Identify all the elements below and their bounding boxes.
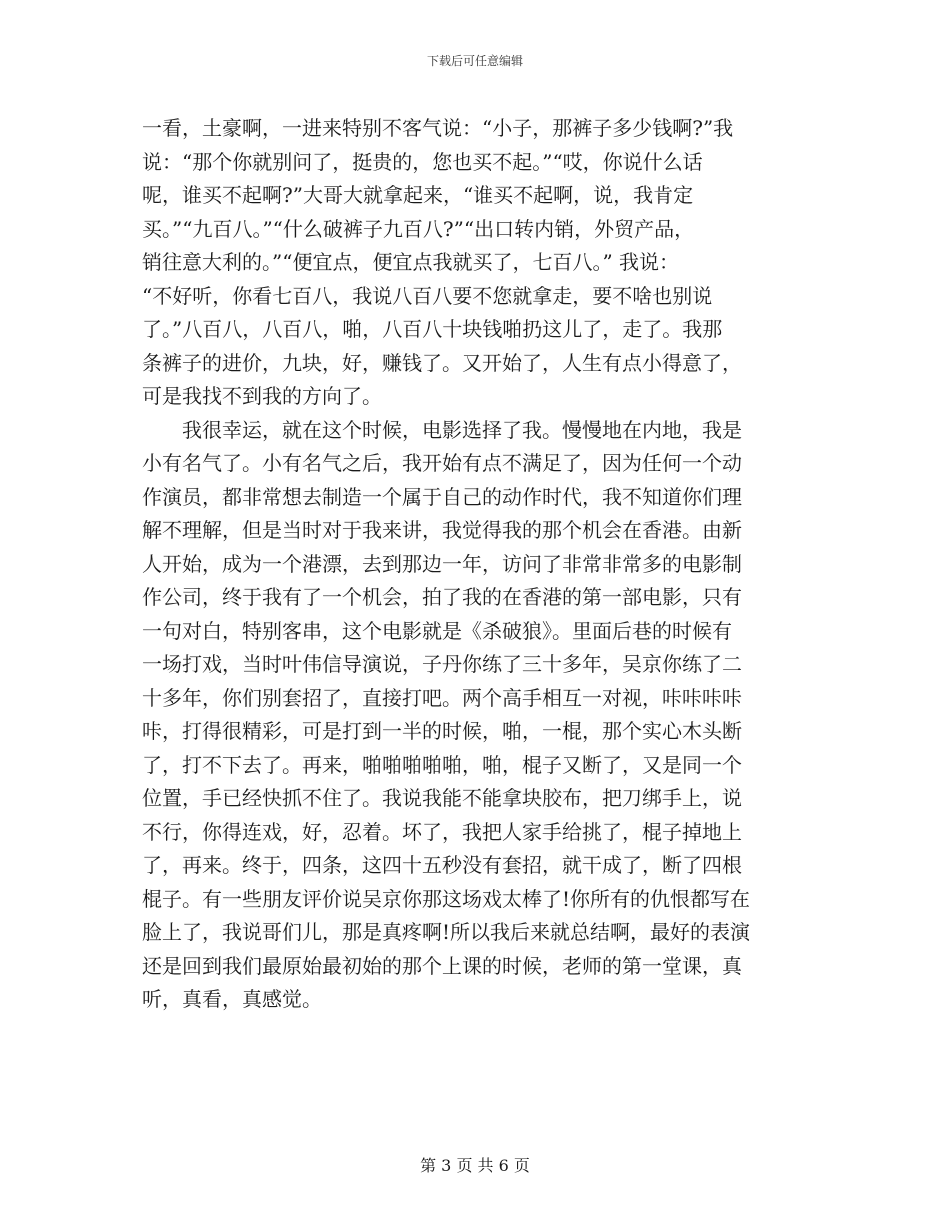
text-line: 解不理解，但是当时对于我来讲，我觉得我的那个机会在香港。由新: [142, 518, 742, 542]
text-line: 一看，土豪啊，一进来特别不客气说：“小子，那裤子多少钱啊?”我: [142, 116, 734, 140]
text-line: 说：“那个你就别问了，挺贵的，您也买不起。”“哎，你说什么话: [142, 149, 703, 174]
text-line: 人开始，成为一个港漂，去到那边一年，访问了非常非常多的电影制: [142, 551, 742, 576]
text-line: 了，再来。终于，四条，这四十五秒没有套招，就干成了，断了四根: [142, 853, 742, 877]
text-line: 作演员，都非常想去制造一个属于自己的动作时代，我不知道你们理: [142, 484, 742, 509]
document-body: [142, 112, 814, 1017]
text-line: 位置，手已经快抓不住了。我说我能不能拿块胶布，把刀绑手上，说: [142, 786, 742, 810]
text-line: 咔，打得很精彩，可是打到一半的时候，啪，一棍，那个实心木头断: [142, 719, 742, 743]
text-line: 还是回到我们最原始最初始的那个上课的时候，老师的第一堂课，真: [142, 953, 742, 978]
text-line: 作公司，终于我有了一个机会，拍了我的在香港的第一部电影，只有: [142, 585, 742, 609]
text-line: 销往意大利的。”“便宜点，便宜点我就买了，七百八。” 我说：: [142, 250, 680, 274]
paragraph-start-line: 我很幸运，就在这个时候，电影选择了我。慢慢地在内地，我是: [182, 417, 742, 442]
text-line: 呢，谁买不起啊?”大哥大就拿起来，“谁买不起啊，说，我肯定: [142, 183, 694, 207]
text-line: 一场打戏，当时叶伟信导演说，子丹你练了三十多年，吴京你练了二: [142, 652, 742, 676]
text-line: 可是我找不到我的方向了。: [142, 384, 382, 408]
page-number-footer: 第 3 页 共 6 页: [420, 1156, 530, 1175]
text-line: 了，打不下去了。再来，啪啪啪啪啪，啪，棍子又断了，又是同一个: [142, 752, 742, 777]
text-line: 了。”八百八，八百八，啪，八百八十块钱啪扔这儿了，走了。我那: [142, 317, 723, 341]
text-line: 脸上了，我说哥们儿，那是真疼啊!所以我后来就总结啊，最好的表演: [142, 920, 751, 944]
text-line: 听，真看，真感觉。: [142, 987, 322, 1011]
text-line: 十多年，你们别套招了，直接打吧。两个高手相互一对视，咔咔咔咔: [142, 685, 742, 710]
text-line: “不好听，你看七百八，我说八百八要不您就拿走，要不啥也别说: [142, 283, 713, 308]
text-line: 买。”“九百八。”“什么破裤子九百八?”“出口转内销，外贸产品，: [142, 216, 695, 241]
text-line: 不行，你得连戏，好，忍着。坏了，我把人家手给挑了，棍子掉地上: [142, 819, 742, 844]
text-line: 一句对白，特别客串，这个电影就是《杀破狼》。里面后巷的时候有: [142, 618, 732, 643]
text-line: 小有名气了。小有名气之后，我开始有点不满足了，因为任何一个动: [142, 451, 742, 475]
text-line: 条裤子的进价，九块，好，赚钱了。又开始了，人生有点小得意了，: [142, 350, 742, 375]
text-line: 棍子。有一些朋友评价说吴京你那这场戏太棒了!你所有的仇恨都写在: [142, 886, 751, 911]
page-header-note: 下载后可任意编辑: [426, 54, 523, 68]
